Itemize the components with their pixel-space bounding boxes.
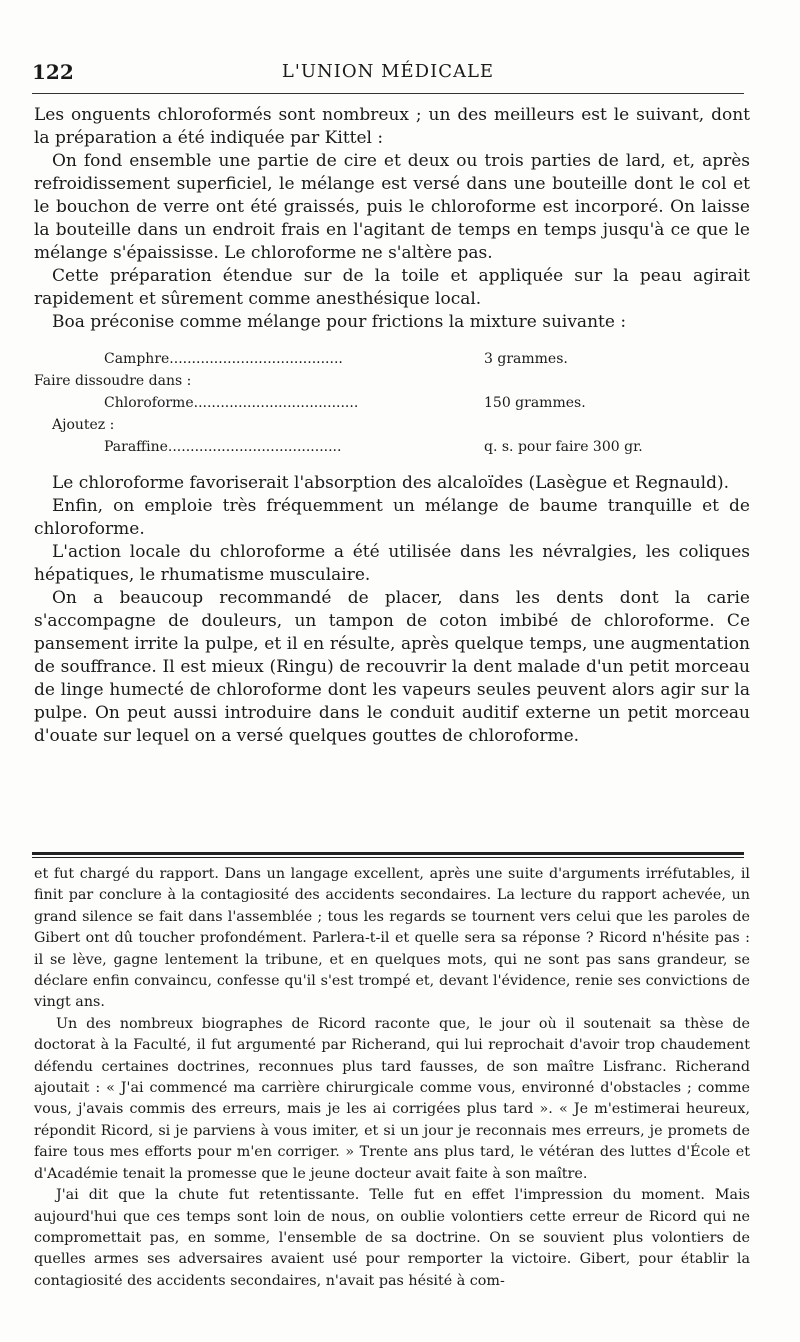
paragraph-chute: J'ai dit que la chute fut retentissante. Telle fut en effet l'impression du moment. Mais aujourd'hui que ces temps sont loin de nous, on oublie volontiers cette erreur de Ricord qui ne compromettait pas, en somme, l'ensemble de sa doctrine. On se souvient plus volontiers de quelles armes ses adversaires avaient usé pour remporter la victoire. Gibert, pour établir la contagiosité des accidents secondaires, n'avait pas hésité à com-	[34, 1187, 750, 1289]
recipe-line-paraffine	[34, 436, 750, 458]
main-article-column	[34, 104, 750, 748]
recipe-instruction-text: Ajoutez :	[52, 417, 115, 433]
recipe-line-chloroforme	[34, 392, 750, 414]
recipe-block	[34, 348, 750, 458]
journal-title: L'UNION MÉDICALE	[281, 61, 495, 82]
recipe-instruction-dissoudre	[34, 370, 750, 392]
feuilleton-column	[34, 864, 750, 1292]
paragraph-baume: Enfin, on emploie très fréquemment un mélange de baume tranquille et de chloroforme.	[34, 496, 750, 539]
recipe-instruction-text: Faire dissoudre dans :	[34, 373, 192, 389]
recipe-ingredient: Chloroforme.....................................	[104, 395, 359, 411]
paragraph-onguents: Les onguents chloroformés sont nombreux ; un des meilleurs est le suivant, dont la préparation a été indiquée par Kittel :	[34, 105, 750, 148]
paragraph-boa: Boa préconise comme mélange pour frictions la mixture suivante :	[52, 312, 627, 332]
recipe-quantity: 3 grammes.	[484, 351, 568, 367]
paragraph-absorption: Le chloroforme favoriserait l'absorption des alcaloïdes (Lasègue et Regnauld).	[52, 473, 730, 493]
paragraph-toile: Cette préparation étendue sur de la toile et appliquée sur la peau agirait rapidement et sûrement comme anesthésique local.	[34, 266, 750, 309]
header-rule	[32, 93, 744, 94]
page-number: 122	[32, 60, 74, 84]
paragraph-biographes: Un des nombreux biographes de Ricord raconte que, le jour où il soutenait sa thèse de doctorat à la Faculté, il fut argumenté par Richerand, qui lui reprochait d'avoir trop chaudement défendu certaines doctrines, reconnues plus tard fausses, de son maître Lisfranc. Richerand ajoutait : « J'ai commencé ma carrière chirurgicale comme vous, environné d'obstacles ; comme vous, j'avais commis des erreurs, mais je les ai corrigées plus tard ». « Je m'estimerai heureux, répondit Ricord, si je parviens à vous imiter, et si un jour je reconnais mes erreurs, je promets de faire tous mes efforts pour m'en corriger. » Trente ans plus tard, le vétéran des luttes d'École et d'Académie tenait la promesse que le jeune docteur avait faite à son maître.	[34, 1015, 750, 1182]
paragraph-dents: On a beaucoup recommandé de placer, dans les dents dont la carie s'accompagne de douleurs, un tampon de coton imbibé de chloroforme. Ce pansement irrite la pulpe, et il en résulte, après quelque temps, une augmentation de souffrance. Il est mieux (Ringu) de recouvrir la dent malade d'un petit morceau de linge humecté de chloroforme dont les vapeurs seules peuvent alors agir sur la pulpe. On peut aussi introduire dans le conduit auditif externe un petit morceau d'ouate sur lequel on a versé quelques gouttes de chloroforme.	[34, 588, 750, 746]
feuilleton-rule-thin	[32, 857, 744, 858]
recipe-line-camphre	[34, 348, 750, 370]
paragraph-rapport: et fut chargé du rapport. Dans un langage excellent, après une suite d'arguments irréfutables, il finit par conclure à la contagiosité des accidents secondaires. La lecture du rapport achevée, un grand silence se fait dans l'assemblée ; tous les regards se tournent vers celui que les paroles de Gibert ont dû toucher profondément. Parlera-t-il et quelle sera sa réponse ? Ricord n'hésite pas : il se lève, gagne lentement la tribune, et en quelques mots, qui ne sont pas sans grandeur, se déclare enfin convaincu, confesse qu'il s'est trompé et, devant l'évidence, renie ses convictions de vingt ans.	[34, 866, 750, 1011]
recipe-ingredient: Paraffine.......................................	[104, 439, 342, 455]
running-header	[32, 60, 744, 90]
recipe-quantity: 150 grammes.	[484, 395, 586, 411]
paragraph-preparation: On fond ensemble une partie de cire et deux ou trois parties de lard, et, après refroidissement superficiel, le mélange est versé dans une bouteille dont le col et le bouchon de verre ont été graissés, puis le chloroforme est incorporé. On laisse la bouteille dans un endroit frais en l'agitant de temps en temps jusqu'à ce que le mélange s'épaississe. Le chloroforme ne s'altère pas.	[34, 151, 750, 263]
feuilleton-rule-thick	[32, 852, 744, 855]
recipe-quantity: q. s. pour faire 300 gr.	[484, 439, 643, 455]
paragraph-nevralgies: L'action locale du chloroforme a été utilisée dans les névralgies, les coliques hépatiques, le rhumatisme musculaire.	[34, 542, 750, 585]
recipe-instruction-ajoutez	[34, 414, 750, 436]
recipe-ingredient: Camphre.......................................	[104, 351, 343, 367]
